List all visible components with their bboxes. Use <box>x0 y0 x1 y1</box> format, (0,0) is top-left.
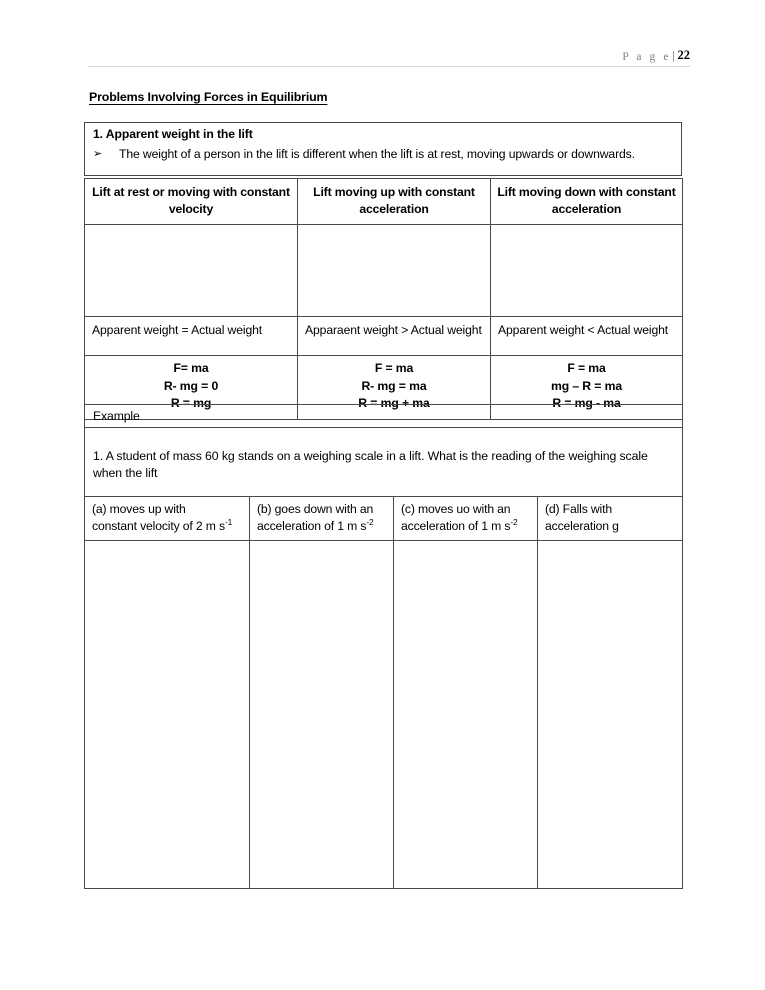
description-cell-rest: Apparent weight = Actual weight <box>85 317 298 356</box>
compare-header-down: Lift moving down with constant acceleration <box>491 179 683 225</box>
page-title: Problems Involving Forces in Equilibrium <box>89 90 328 104</box>
formula-cell-rest: F= ma R- mg = 0 R = mg <box>85 356 298 420</box>
compare-header-rest: Lift at rest or moving with constant velocity <box>85 179 298 225</box>
table-row-headers <box>85 179 683 225</box>
illustration-cell-down <box>491 225 683 317</box>
page-separator: | <box>672 48 675 62</box>
option-a-label: (a) moves up with constant velocity of 2 m $s^{-1}$ <box>85 497 250 541</box>
table-row-illustrations <box>85 225 683 317</box>
answer-cell-b[interactable] <box>250 541 394 889</box>
example-table <box>84 404 683 889</box>
comparison-table <box>84 178 683 420</box>
answer-cell-a[interactable] <box>85 541 250 889</box>
table-row-descriptions <box>85 317 683 356</box>
illustration-cell-up <box>298 225 491 317</box>
description-cell-up: Apparaent weight > Actual weight <box>298 317 491 356</box>
table-row-options <box>85 497 683 541</box>
table-row-example-label <box>85 405 683 428</box>
table-row-question <box>85 428 683 497</box>
formula-cell-up: F = ma R- mg = ma R = mg + ma <box>298 356 491 420</box>
arrow-bullet-icon: ➢ <box>93 147 103 160</box>
answer-cell-d[interactable] <box>538 541 683 889</box>
page-label: P a g e <box>622 51 672 63</box>
intro-heading: 1. Apparent weight in the lift <box>93 127 253 141</box>
page-header <box>88 42 690 67</box>
page-number: 22 <box>677 48 690 62</box>
intro-bullet-row <box>93 146 675 162</box>
compare-header-up: Lift moving up with constant acceleration <box>298 179 491 225</box>
question-text: 1. A student of mass 60 kg stands on a weighing scale in a lift. What is the reading of the weighing scale when the lift <box>85 428 683 497</box>
formula-cell-down: F = ma mg – R = ma R = mg - ma <box>491 356 683 420</box>
intro-bullet-text: The weight of a person in the lift is different when the lift is at rest, moving upwards or downwards. <box>119 147 635 161</box>
answer-cell-c[interactable] <box>394 541 538 889</box>
example-label: Example <box>85 405 683 428</box>
intro-box <box>84 122 682 176</box>
option-c-label: (c) moves uo with an acceleration of 1 m $s^{-2}$ <box>394 497 538 541</box>
table-row-answers <box>85 541 683 889</box>
illustration-cell-rest <box>85 225 298 317</box>
option-b-label: (b) goes down with an acceleration of 1 m $s^{-2}$ <box>250 497 394 541</box>
description-cell-down: Apparent weight < Actual weight <box>491 317 683 356</box>
option-d-label: (d) Falls with acceleration g <box>538 497 683 541</box>
